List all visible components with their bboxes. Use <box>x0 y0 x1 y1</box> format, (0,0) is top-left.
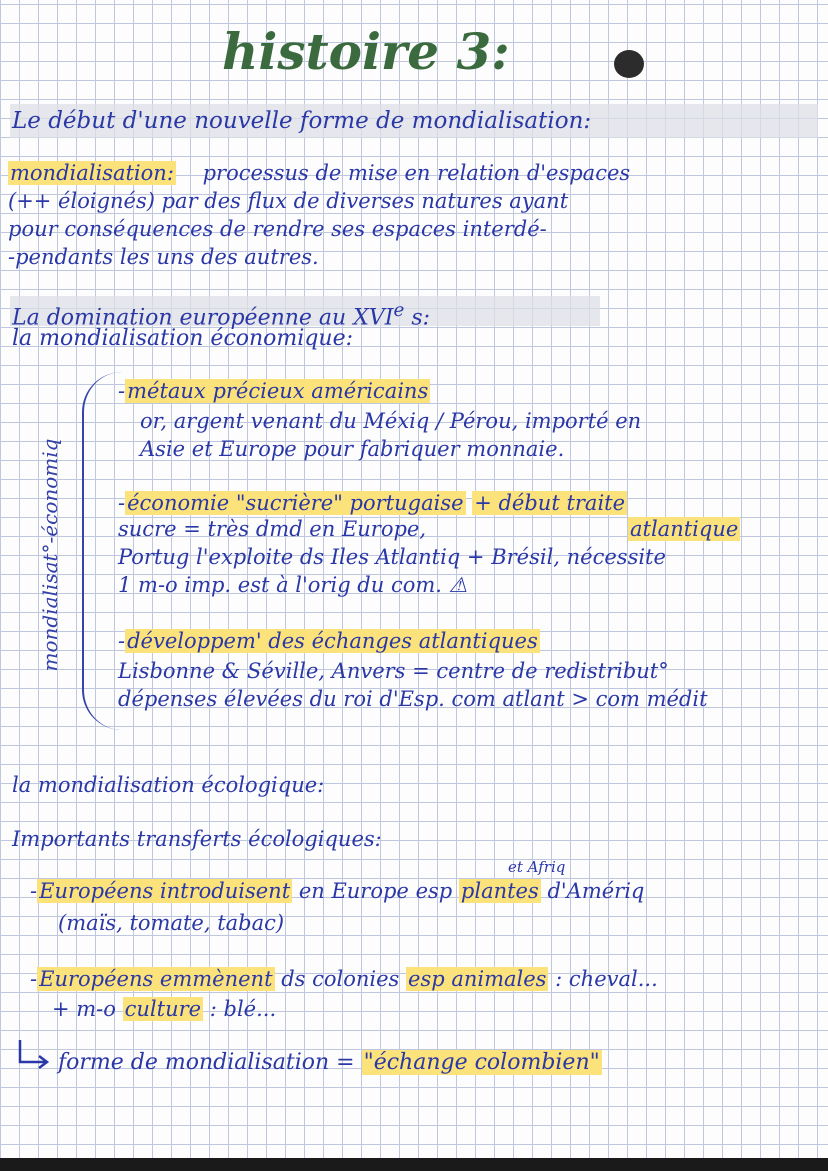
section1-heading-2: la mondialisation économique: <box>12 326 353 351</box>
conclusion-b: "échange colombien" <box>363 1050 600 1075</box>
definition-line-1 <box>8 160 630 186</box>
conclusion <box>58 1050 602 1076</box>
definition-text-1: processus de mise en relation d'espaces <box>202 161 631 185</box>
item-eco2-line-2 <box>52 996 276 1022</box>
item3-title: -développem' des échanges atlantiques <box>118 629 538 653</box>
arrow-right-icon <box>14 1038 54 1072</box>
section1-heading-sup: e <box>393 300 405 321</box>
section1-heading-1-end: s: <box>411 305 431 331</box>
item-eco1-a: Européens introduisent <box>39 879 291 903</box>
item-eco2-a: Européens emmènent <box>39 967 273 991</box>
item-eco2-c: esp animales <box>408 967 547 991</box>
item2-line-3: 1 m-o imp. est à l'orig du com. ⚠ <box>118 573 468 597</box>
subtitle: Le début d'une nouvelle forme de mondialisation: <box>12 108 592 134</box>
section2-intro: Importants transferts écologiques: <box>12 827 382 851</box>
item-eco2-line2c: : blé... <box>209 997 277 1021</box>
item3-line-2: dépenses élevées du roi d'Esp. com atlant > com médit <box>118 687 708 711</box>
item2-title: -économie "sucrière" portugaise + début traite <box>118 491 626 515</box>
item-eco1-line-2: (maïs, tomate, tabac) <box>58 911 285 935</box>
conclusion-a: forme de mondialisation = <box>58 1050 355 1075</box>
side-label: mondialisat°-économiq <box>38 438 62 672</box>
definition-line-4: -pendants les uns des autres. <box>8 245 319 269</box>
item-eco2-b: ds colonies <box>281 967 400 991</box>
item1-line-1: or, argent venant du Méxiq / Pérou, importé en <box>140 409 642 433</box>
item2-title-extra-2 <box>628 516 740 542</box>
item-eco1-c: esp <box>415 879 453 903</box>
item2-line-2: Portug l'exploite ds Iles Atlantiq + Brésil, nécessite <box>118 545 666 569</box>
item1-title-text: métaux précieux américains <box>127 379 429 403</box>
item1-title: -métaux précieux américains <box>118 379 429 403</box>
item2-title-text: économie "sucrière" portugaise <box>127 491 464 515</box>
definition-line-2: (++ éloignés) par des flux de diverses natures ayant <box>8 189 569 213</box>
definition-line-3: pour conséquences de rendre ses espaces interdé- <box>8 217 547 241</box>
item3-title-text: développem' des échanges atlantiques <box>127 629 538 653</box>
item2-title-extra: + début traite <box>474 491 626 515</box>
item2-line-1: sucre = très dmd en Europe, <box>118 517 427 541</box>
item-eco1-note: et Afriq <box>508 858 566 876</box>
definition-term: mondialisation: <box>10 161 174 185</box>
item2-title-extra-2-text: atlantique <box>630 517 739 541</box>
item-eco1-d: plantes <box>460 879 539 903</box>
section2-heading: la mondialisation écologique: <box>12 773 325 797</box>
section1-heading-1-text: La domination européenne au XVI <box>12 305 394 331</box>
item-eco1-e: d'Amériq <box>547 879 645 903</box>
item-eco1-b: en Europe <box>298 879 409 903</box>
item-eco2-line2a: + m-o <box>52 997 116 1021</box>
ink-dot <box>614 50 644 78</box>
item-eco2-d: : cheval... <box>555 967 658 991</box>
item-eco2-line-1: -Européens emmènent ds colonies esp animales : cheval... <box>30 967 658 991</box>
page-bottom-edge <box>0 1158 828 1171</box>
item-eco1-line-1: -Européens introduisent en Europe esp plantes d'Amériq <box>30 879 645 903</box>
item-eco2-line2b: culture <box>124 997 202 1021</box>
item3-line-1: Lisbonne & Séville, Anvers = centre de redistribut° <box>118 659 669 683</box>
item1-line-2: Asie et Europe pour fabriquer monnaie. <box>140 437 565 461</box>
page-title: histoire 3: <box>222 22 510 81</box>
